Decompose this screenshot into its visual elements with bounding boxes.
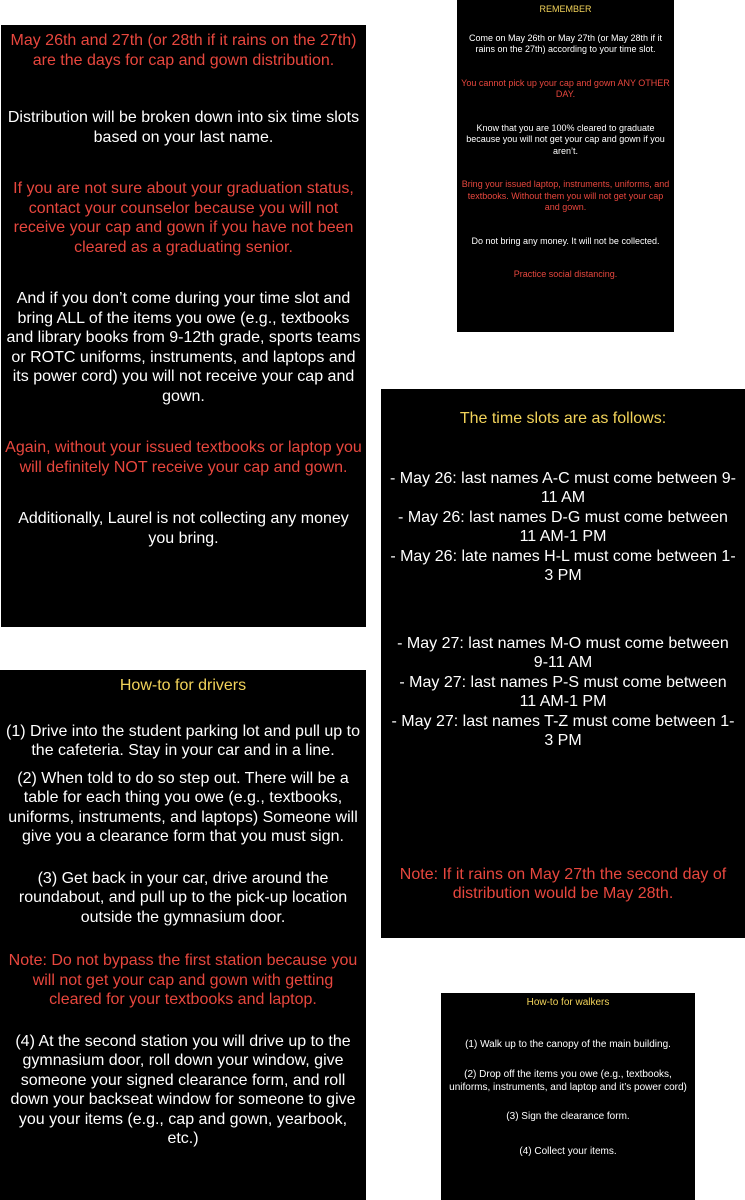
timeslots-day2-list (389, 634, 737, 751)
remember-panel (457, 0, 674, 332)
drivers-step-4: (4) At the second station you will drive up to the gymnasium door, roll down your window, give someone your signed clearance form, and roll down your backseat window for someone to give you your items (e.g., cap and gown, yearbook, etc.) (10, 1032, 356, 1147)
timeslot-item: - May 27: last names T-Z must come between 1-3 PM (391, 712, 735, 749)
rain-note-text: Note: If it rains on May 27th the second day of distribution would be May 28th. (399, 865, 727, 902)
remember-bring-items-text: Bring your issued laptop, instruments, uniforms, and textbooks. Without them you will not get your cap and gown. (461, 179, 670, 212)
money-notice-text: Additionally, Laurel is not collecting any money you bring. (18, 510, 349, 547)
drivers-step-1: (1) Drive into the student parking lot and pull up to the cafeteria. Stay in your car and in a line. (6, 722, 360, 759)
distribution-timeslots-text: Distribution will be broken down into six time slots based on your last name. (7, 109, 360, 146)
timeslots-title: The time slots are as follows: (459, 410, 667, 427)
drivers-panel (0, 670, 366, 1200)
graduation-status-text: If you are not sure about your graduation status, contact your counselor because you will not receive your cap and gown if you have not been cleared as a graduating senior. (13, 180, 354, 256)
drivers-step-2: (2) When told to do so step out. There will be a table for each thing you owe (e.g., textbooks, uniforms, instruments, and laptops) Someone will give you a clearance form that you must sign. (8, 769, 358, 845)
timeslot-item: - May 27: last names P-S must come between 11 AM-1 PM (399, 673, 727, 710)
walkers-step-2: (2) Drop off the items you owe (e.g., textbooks, uniforms, instruments, and laptop and it’s power cord) (449, 1069, 687, 1093)
remember-cleared-text: Know that you are 100% cleared to graduate because you will not get your cap and gown if you aren’t. (466, 122, 665, 156)
distribution-panel (1, 25, 366, 627)
walkers-title: How-to for walkers (526, 997, 610, 1008)
walkers-step-1: (1) Walk up to the canopy of the main building. (465, 1038, 671, 1050)
remember-title: REMEMBER (539, 4, 592, 14)
walkers-panel (441, 993, 695, 1200)
timeslots-day1-list (389, 469, 737, 586)
timeslots-panel (381, 389, 745, 938)
remember-other-day-text: You cannot pick up your cap and gown ANY OTHER DAY. (461, 77, 670, 99)
drivers-note: Note: Do not bypass the first station because you will not get your cap and gown with getting cleared for your textbooks and laptop. (8, 952, 358, 1008)
remember-money-text: Do not bring any money. It will not be collected. (471, 235, 660, 246)
timeslot-item: - May 26: last names D-G must come between 11 AM-1 PM (398, 508, 728, 545)
walkers-step-3: (3) Sign the clearance form. (506, 1111, 630, 1122)
drivers-title: How-to for drivers (119, 677, 247, 694)
items-owed-text: And if you don’t come during your time slot and bring ALL of the items you owe (e.g., textbooks and library books from 9-12th grade, sports teams or ROTC uniforms, instruments, and laptops and its power cord) you will not receive your cap and gown. (6, 290, 361, 405)
timeslot-item: - May 26: late names H-L must come between 1-3 PM (390, 547, 736, 584)
timeslot-item: - May 26: last names A-C must come between 9-11 AM (390, 469, 736, 506)
walkers-step-4: (4) Collect your items. (519, 1145, 617, 1157)
textbooks-warning-text: Again, without your issued textbooks or laptop you will definitely NOT receive your cap and gown. (5, 439, 362, 476)
remember-distancing-text: Practice social distancing. (513, 269, 618, 279)
distribution-dates-text: May 26th and 27th (or 28th if it rains on the 27th) are the days for cap and gown distribution. (10, 32, 357, 69)
timeslot-item: - May 27: last names M-O must come between 9-11 AM (397, 634, 729, 671)
remember-dates-text: Come on May 26th or May 27th (or May 28th if it rains on the 27th) according to your time slot. (468, 32, 663, 54)
drivers-step-3: (3) Get back in your car, drive around the roundabout, and pull up to the pick-up location outside the gymnasium door. (18, 869, 348, 926)
